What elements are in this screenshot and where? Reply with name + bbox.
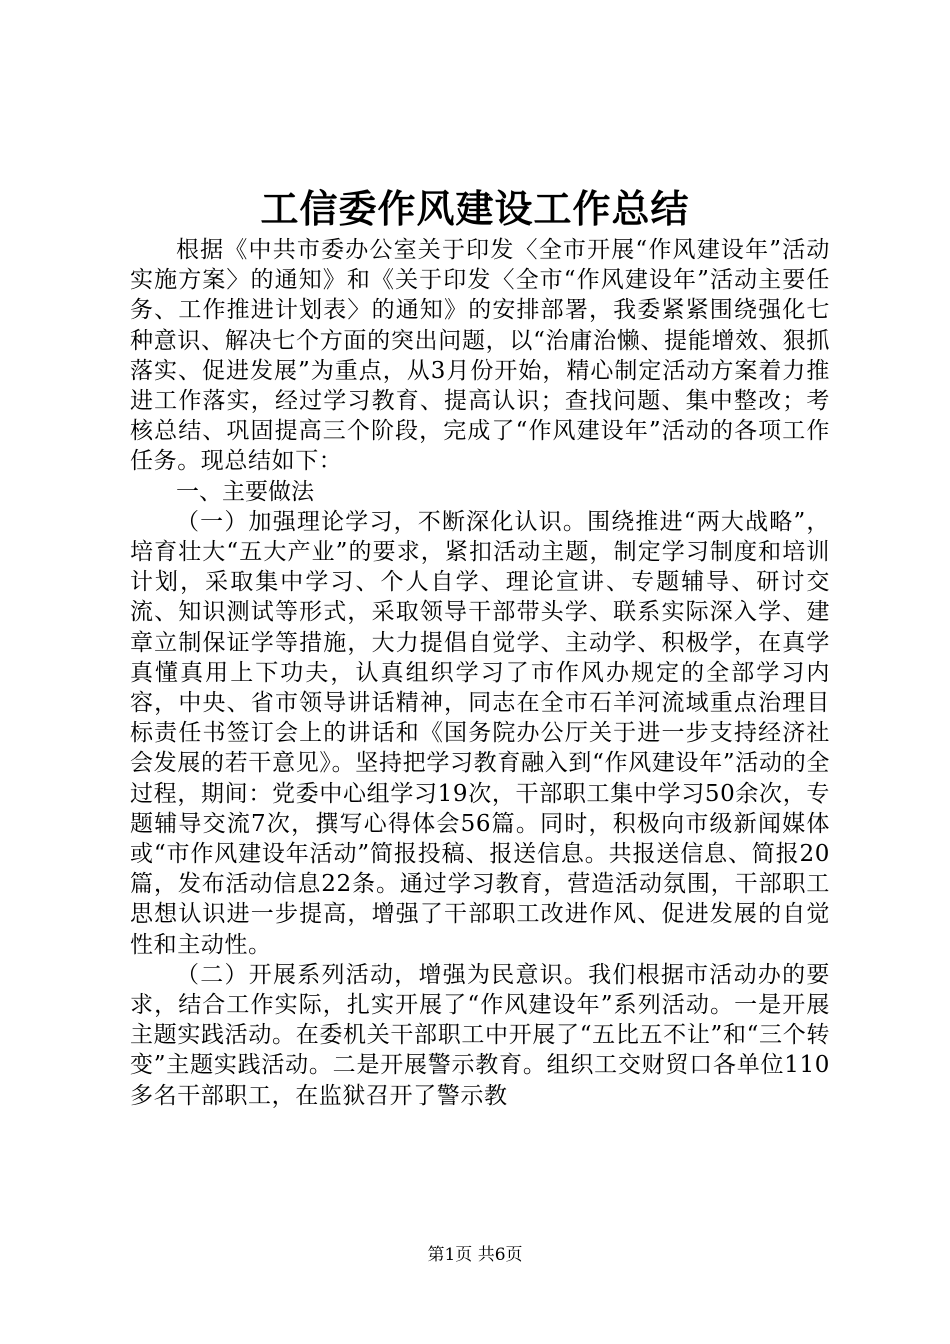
paragraph-theory-study: （一）加强理论学习，不断深化认识。围绕推进“两大战略”，培育壮大“五大产业”的要求，紧扣活动主题，制定学习制度和培训计划，采取集中学习、个人自学、理论宣讲、专题辅导、研讨交流、知识测试等形式，采取领导干部带头学、联系实际深入学、建章立制保证学等措施，大力提倡自觉学、主动学、积极学，在真学真懂真用上下功夫，认真组织学习了市作风办规定的全部学习内容，中央、省市领导讲话精神，同志在全市石羊河流域重点治理目标责任书签订会上的讲话和《国务院办公厅关于进一步支持经济社会发展的若干意见》。坚持把学习教育融入到“作风建设年”活动的全过程，期间：党委中心组学习19次，干部职工集中学习50余次，专题辅导交流7次，撰写心得体会56篇。同时，积极向市级新闻媒体或“市作风建设年活动”简报投稿、报送信息。共报送信息、简报20篇，发布活动信息22条。通过学习教育，营造活动氛围，干部职工思想认识进一步提高，增强了干部职工改进作风、促进发展的自觉性和主动性。 — [130, 508, 830, 958]
paragraph-series-activities: （二）开展系列活动，增强为民意识。我们根据市活动办的要求，结合工作实际，扎实开展了“作风建设年”系列活动。一是开展主题实践活动。在委机关干部职工中开展了“五比五不让”和“三个转变”主题实践活动。二是开展警示教育。组织工交财贸口各单位110多名干部职工，在监狱召开了警示教 — [130, 961, 830, 1109]
document-title: 工信委作风建设工作总结 — [260, 186, 690, 231]
page-footer: 第1页 共6页 — [427, 1245, 523, 1265]
document-body — [130, 235, 830, 1111]
section-heading: 一、主要做法 — [176, 478, 314, 505]
intro-paragraph: 根据《中共市委办公室关于印发〈全市开展“作风建设年”活动实施方案〉的通知》和《关于印发〈全市“作风建设年”活动主要任务、工作推进计划表〉的通知》的安排部署，我委紧紧围绕强化七种意识、解决七个方面的突出问题，以“治庸治懒、提能增效、狠抓落实、促进发展”为重点，从3月份开始，精心制定活动方案着力推进工作落实，经过学习教育、提高认识；查找问题、集中整改；考核总结、巩固提高三个阶段，完成了“作风建设年”活动的各项工作任务。现总结如下： — [130, 237, 830, 475]
